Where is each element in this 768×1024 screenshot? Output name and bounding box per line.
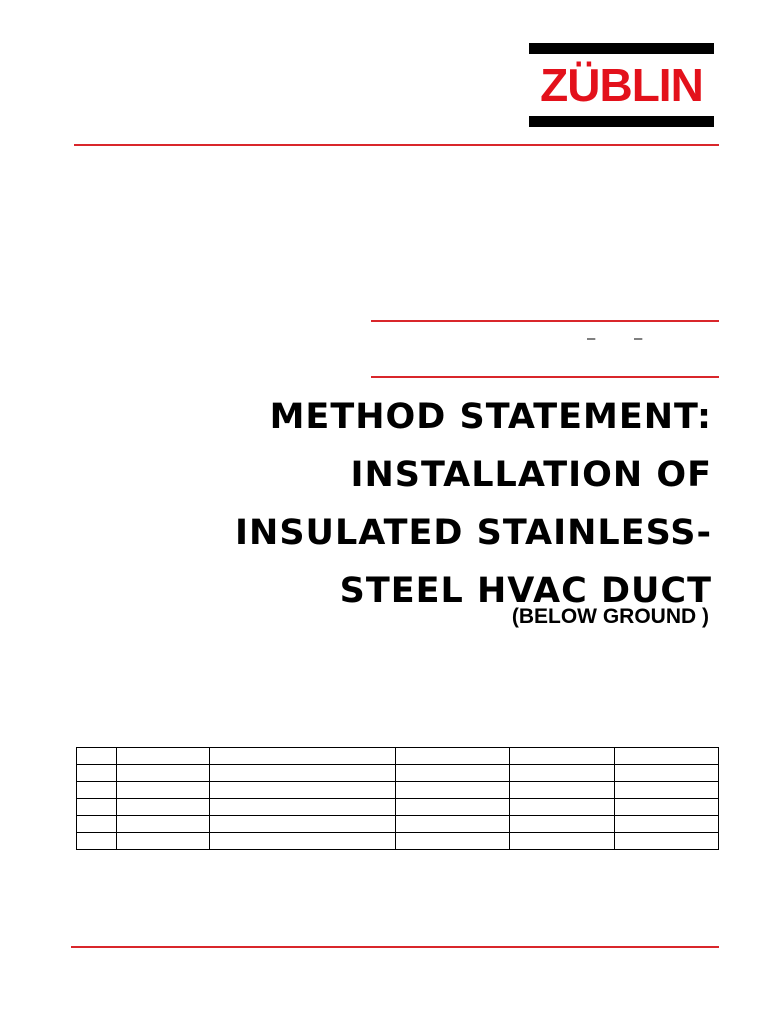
table-cell: [77, 833, 117, 850]
table-cell: [210, 816, 396, 833]
logo-top-bar: [529, 43, 714, 54]
table-cell: [510, 782, 615, 799]
table-cell: [615, 799, 719, 816]
table-cell: [615, 816, 719, 833]
table-cell: [117, 782, 210, 799]
table-cell: [615, 833, 719, 850]
table-cell: [77, 816, 117, 833]
table-cell: [210, 748, 396, 765]
table-row: [77, 748, 719, 765]
doc-number-top-rule: [371, 320, 719, 322]
table-row: [77, 833, 719, 850]
table-cell: [510, 748, 615, 765]
table-cell: [396, 833, 510, 850]
title-line-1: METHOD STATEMENT:: [269, 397, 712, 437]
table-cell: [396, 748, 510, 765]
table-cell: [615, 748, 719, 765]
table-cell: [615, 765, 719, 782]
table-cell: [510, 765, 615, 782]
table-row: [77, 799, 719, 816]
table-row: [77, 765, 719, 782]
document-title: [112, 388, 712, 620]
table-cell: [510, 816, 615, 833]
table-cell: [210, 765, 396, 782]
table-cell: [77, 799, 117, 816]
table-row: [77, 782, 719, 799]
table-cell: [117, 833, 210, 850]
table-cell: [77, 765, 117, 782]
table-cell: [117, 748, 210, 765]
table-cell: [510, 833, 615, 850]
table-cell: [77, 748, 117, 765]
zublin-logo: [529, 43, 714, 127]
table-cell: [396, 799, 510, 816]
table-row: [77, 816, 719, 833]
table-cell: [117, 816, 210, 833]
logo-bottom-bar: [529, 116, 714, 127]
revision-table: [76, 747, 719, 850]
document-subtitle: (BELOW GROUND ): [511, 605, 709, 628]
table-cell: [210, 782, 396, 799]
table-cell: [77, 782, 117, 799]
title-line-4: STEEL HVAC DUCT: [339, 571, 712, 611]
doc-number-bottom-rule: [371, 376, 719, 378]
table-cell: [210, 833, 396, 850]
table-cell: [396, 782, 510, 799]
table-cell: [510, 799, 615, 816]
title-line-2: INSTALLATION OF: [350, 455, 712, 495]
header-rule: [74, 144, 719, 146]
table-cell: [210, 799, 396, 816]
table-cell: [117, 799, 210, 816]
footer-rule: [71, 946, 719, 948]
doc-number-separator-2: –: [634, 330, 643, 347]
table-cell: [117, 765, 210, 782]
table-cell: [396, 816, 510, 833]
title-line-3: INSULATED STAINLESS-: [235, 513, 712, 553]
table-cell: [615, 782, 719, 799]
doc-number-separator-1: –: [587, 330, 596, 347]
logo-wordmark: ZÜBLIN: [540, 59, 703, 111]
table-cell: [396, 765, 510, 782]
